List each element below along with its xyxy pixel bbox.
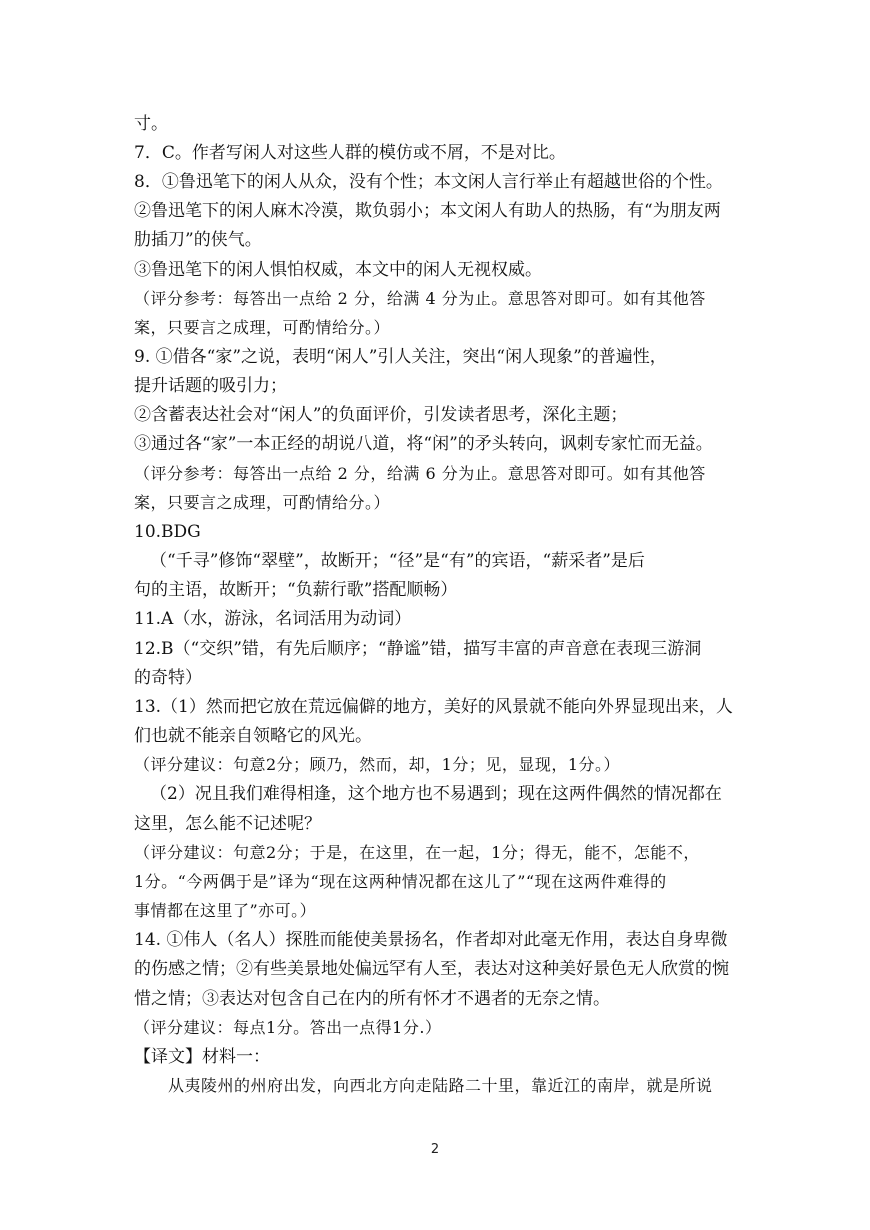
scoring-note: 案，只要言之成理，可酌情给分。） [134,493,391,512]
text-line: 的奇特） [134,668,202,688]
text-line: 提升话题的吸引力； [134,376,287,396]
answer-12: 12.B（“交织”错，有先后顺序；“静谧”错，描写丰富的声音意在表现三游洞 [134,639,702,659]
text-line: 句的主语，故断开；“负薪行歌”搭配顺畅） [134,580,458,600]
scoring-note: 1分。“今两偶于是”译为“现在这两种情况都在这儿了”“现在这两件难得的 [134,872,667,891]
answer-10: 10.BDG [134,522,201,542]
answer-9: 9. ①借各“家”之说，表明“闲人”引人关注，突出“闲人现象”的普遍性， [134,347,667,367]
text-line: ③鲁迅笔下的闲人惧怕权威，本文中的闲人无视权威。 [134,260,542,280]
text-line: 这里，怎么能不记述呢？ [134,814,321,834]
answer-8: 8．①鲁迅笔下的闲人从众，没有个性；本文闲人言行举止有超越世俗的个性。 [134,172,723,192]
text-line: （2）况且我们难得相逢，这个地方也不易遇到；现在这两件偶然的情况都在 [150,784,722,804]
text-line: 肋插刀”的侠气。 [134,230,262,250]
text-line: ②鲁迅笔下的闲人麻木冷漠，欺负弱小；本文闲人有助人的热肠，有“为朋友两 [134,201,721,221]
scoring-note: 案，只要言之成理，可酌情给分。） [134,318,391,337]
translation-text: 从夷陵州的州府出发，向西北方向走陆路二十里，靠近江的南岸，就是所说 [168,1076,713,1095]
answer-14: 14. ①伟人（名人）探胜而能使美景扬名，作者却对此毫无作用，表达自身卑微 [134,930,728,950]
page-number: 2 [430,1142,440,1157]
translation-heading: 【译文】材料一： [134,1047,270,1067]
text-line: （“千寻”修饰“翠壁”，故断开；“径”是“有”的宾语，“薪采者”是后 [150,551,645,571]
text-line: 寸。 [134,114,168,134]
scoring-note: （评分建议：每点1分。答出一点得1分.） [134,1018,442,1037]
text-line: ③通过各“家”一本正经的胡说八道，将“闲”的矛头转向，讽刺专家忙而无益。 [134,434,713,454]
answer-11: 11.A（水，游泳，名词活用为动词） [134,609,412,629]
scoring-note: （评分参考：每答出一点给 2 分，给满 6 分为止。意思答对即可。如有其他答 [134,464,706,483]
text-line: 们也就不能亲自领略它的风光。 [134,726,372,746]
scoring-note: 事情都在这里了”亦可。） [134,901,317,920]
scoring-note: （评分建议：句意2分；顾乃，然而，却，1分；见，显现，1分。） [134,755,621,774]
text-line: 的伤感之情；②有些美景地处偏远罕有人至，表达对这种美好景色无人欣赏的惋 [134,959,729,979]
answer-7: 7．C。作者写闲人对这些人群的模仿或不屑，不是对比。 [134,143,566,163]
scoring-note: （评分参考：每答出一点给 2 分，给满 4 分为止。意思答对即可。如有其他答 [134,289,706,308]
answer-13: 13.（1）然而把它放在荒远偏僻的地方，美好的风景就不能向外界显现出来，人 [134,697,733,717]
text-line: 惜之情；③表达对包含自己在内的所有怀才不遇者的无奈之情。 [134,989,610,1009]
text-line: ②含蓄表达社会对“闲人”的负面评价，引发读者思考，深化主题； [134,405,628,425]
scoring-note: （评分建议：句意2分；于是，在这里，在一起，1分；得无，能不，怎能不， [134,843,700,862]
